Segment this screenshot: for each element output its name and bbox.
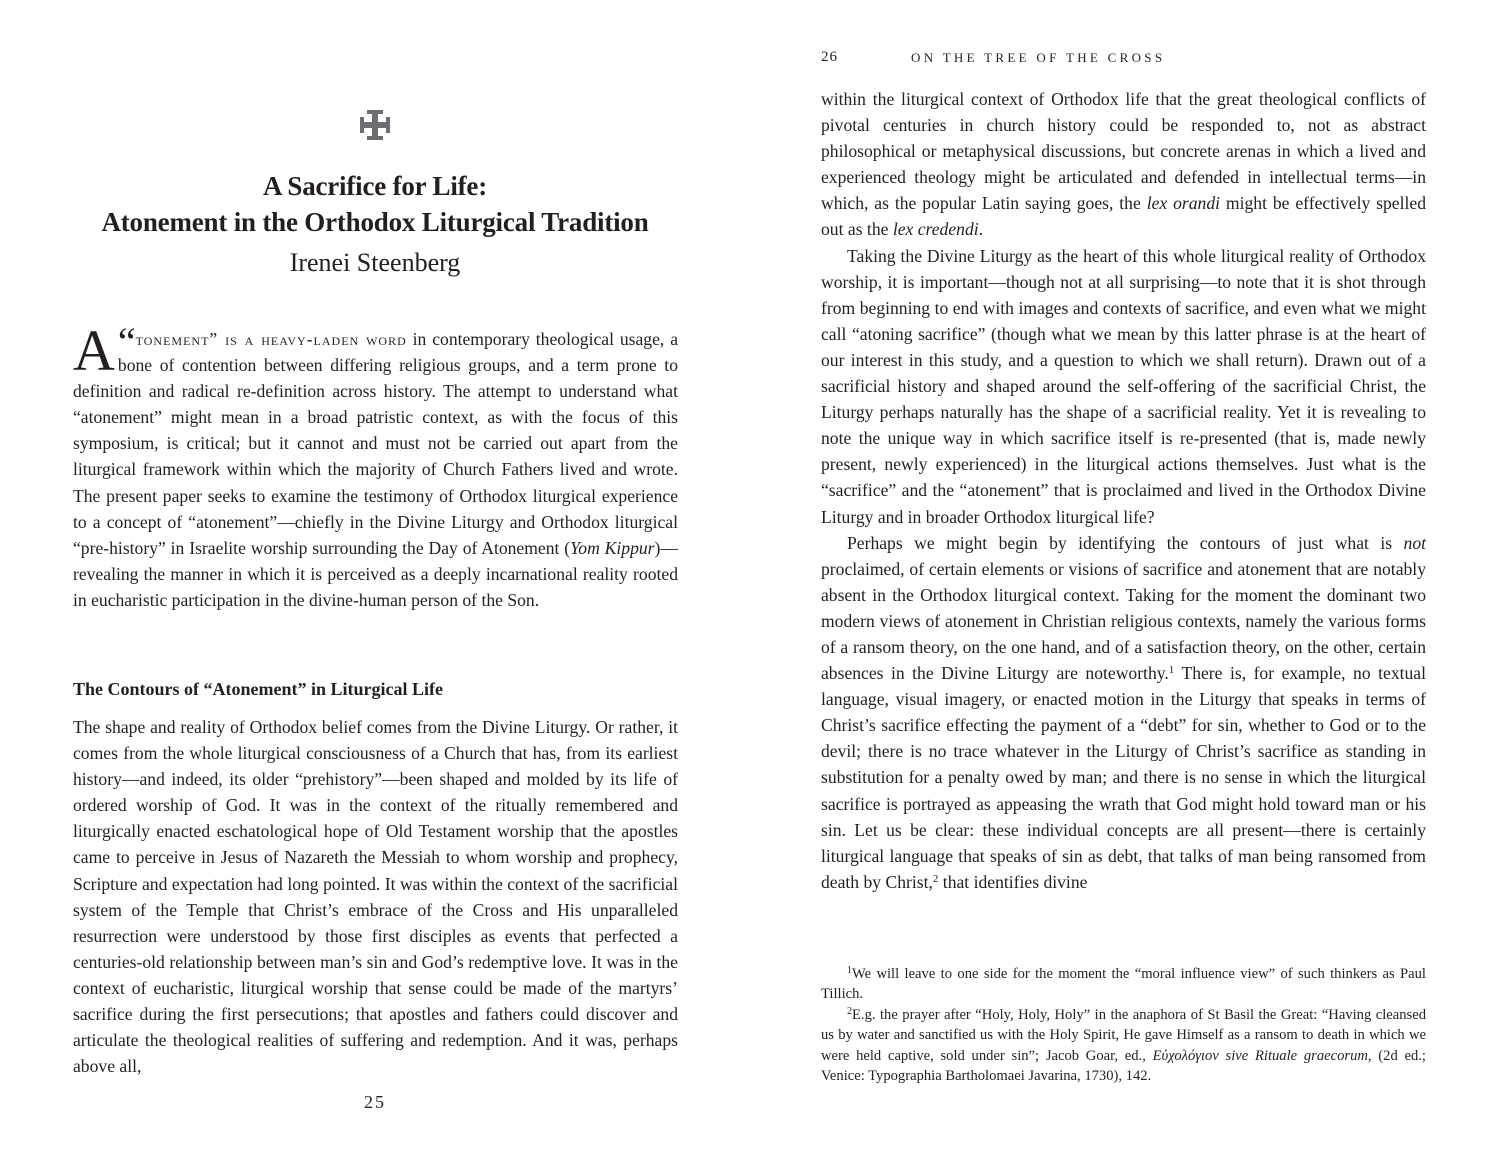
paragraph: Perhaps we might begin by identifying the contours of just what is not proclaimed, of certain elements or visions of sacrifice and atonement that are notably absent in the Orthodox liturgical context. Taking for the moment the dominant two modern views of atonement in Christian religious contexts, namely the various forms of a ransom theory, on the one hand, and of a satisfaction theory, on the other, certain absences in the Divine Liturgy are noteworthy.$^1$ There is, for example, no textual language, visual imagery, or enacted motion in the Liturgy that speaks in terms of Christ’s sacrifice effecting the payment of a “debt” for sin, whether to God or to the devil; there is no trace whatever in the Liturgy of Christ’s sacrifice as standing in substitution for a penalty owed by man; and there is no sense in which the liturgical sacrifice is portrayed as appeasing the wrath that God might hold toward man or his sin. Let us be clear: these individual concepts are all present—there is certainly liturgical language that speaks of sin as debt, that talks of man being ransomed from death by Christ,$^2$ that identifies divine [821, 532, 1426, 892]
chapter-title-line-1: A Sacrifice for Life: [263, 171, 487, 201]
cross-ornament-icon [358, 108, 392, 142]
author-name: Irenei Steenberg [289, 248, 461, 277]
paragraph-continued: within the liturgical context of Orthodox life that the great theological conflicts of pivotal centuries in church history could be responded to, not as abstract philosophical or metaphysical discussions, but concrete arenas in which a lived and experienced theology might be articulated and defended in intellectual terms—in which, as the popular Latin saying goes, the lex orandi might be effectively spelled out as the lex credendi. [821, 89, 1426, 240]
chapter-title [0, 168, 750, 240]
footnote-ref-1[interactable]: 1 [1168, 664, 1175, 677]
running-title: ON THE TREE OF THE CROSS [911, 50, 1166, 65]
page-number: 26 [821, 49, 838, 65]
footnote-2: $^2$E.g. the prayer after “Holy, Holy, Holy” in the anaphora of St Basil the Great: “Having cleansed us by water and sanctified us with the Holy Spirit, He gave Himself as a ransom to death in which we were held captive, sold under sin”; Jacob Goar, ed., Εὐχολόγιον sive Rituale graecorum, (2d ed.; Venice: Typographia Bartholomaei Javarina, 1730), 142. [821, 1005, 1426, 1085]
right-page [750, 0, 1500, 1153]
drop-cap: A [73, 318, 115, 383]
chapter-title-line-2: Atonement in the Orthodox Liturgical Tradition [101, 207, 649, 237]
section-heading: The Contours of “Atonement” in Liturgical Life [73, 679, 443, 699]
opening-quote: “ [117, 319, 136, 364]
body-paragraph: The shape and reality of Orthodox belief comes from the Divine Liturgy. Or rather, it comes from the whole liturgical consciousness of a Church that has, from its earliest history—and indeed, its older “prehistory”—been shaped and molded by its life of ordered worship of God. It was in the context of the ritually remembered and liturgically enacted eschatological hope of Old Testament worship that the apostles came to perceive in Jesus of Nazareth the Messiah to whom worship and prophecy, Scripture and expectation had long pointed. It was within the context of the sacrificial system of the Temple that Christ’s embrace of the Cross and His unparalleled resurrection were understood by those first disciples as events that perfected a centuries-old relationship between man’s sin and God’s redemptive love. It was in the context of eucharistic, liturgical worship that sense could be made of the martyrs’ sacrifice during the first persecutions; that apostles and fathers could discover and articulate the theological realities of suffering and redemption. And it was, perhaps above all, [73, 717, 678, 1077]
footnotes [821, 964, 1426, 1086]
small-caps-lead: tonement” is a heavy-laden word [135, 329, 407, 349]
footnote-1: $^1$We will leave to one side for the moment the “moral influence view” of such thinkers as Paul Tillich. [821, 965, 1426, 1003]
paragraph: Taking the Divine Liturgy as the heart of this whole liturgical reality of Orthodox worship, it is important—though not at all surprising—to note that it is shot through from beginning to end with images and contexts of sacrifice, and even what we might call “atoning sacrifice” (though what we mean by this latter phrase is at the heart of our interest in this study, and a question to which we shall return). Drawn out of a sacrificial history and shaped around the self-offering of the sacrificial Christ, the Liturgy perhaps naturally has the shape of a sacrificial reality. Yet it is revealing to note the unique way in which sacrifice itself is re-presented (that is, made newly present, newly experienced) in the liturgical actions themselves. Just what is the “sacrifice” and the “atonement” that is proclaimed and lived in the Orthodox Divine Liturgy and in broader Orthodox liturgical life? [821, 245, 1426, 527]
footnote-ref-2[interactable]: 2 [932, 872, 939, 885]
page-number: 25 [364, 1092, 386, 1112]
body-text [821, 86, 1426, 895]
intro-paragraph: “ A tonement” is a heavy-laden word in contemporary theological usage, a bone of contention between differing religious groups, and a term prone to definition and radical re-definition across history. The attempt to understand what “atonement” might mean in a broad patristic context, as with the focus of this symposium, is critical; but it cannot and must not be carried out apart from the liturgical framework within which the majority of Church Fathers lived and wrote. The present paper seeks to examine the testimony of Orthodox liturgical experience to a concept of “atonement”—chiefly in the Divine Liturgy and Orthodox liturgical “pre-history” in Israelite worship surrounding the Day of Atonement (Yom Kippur)—revealing the manner in which it is perceived as a deeply incarnational reality rooted in eucharistic participation in the divine-human person of the Son. [73, 318, 679, 610]
